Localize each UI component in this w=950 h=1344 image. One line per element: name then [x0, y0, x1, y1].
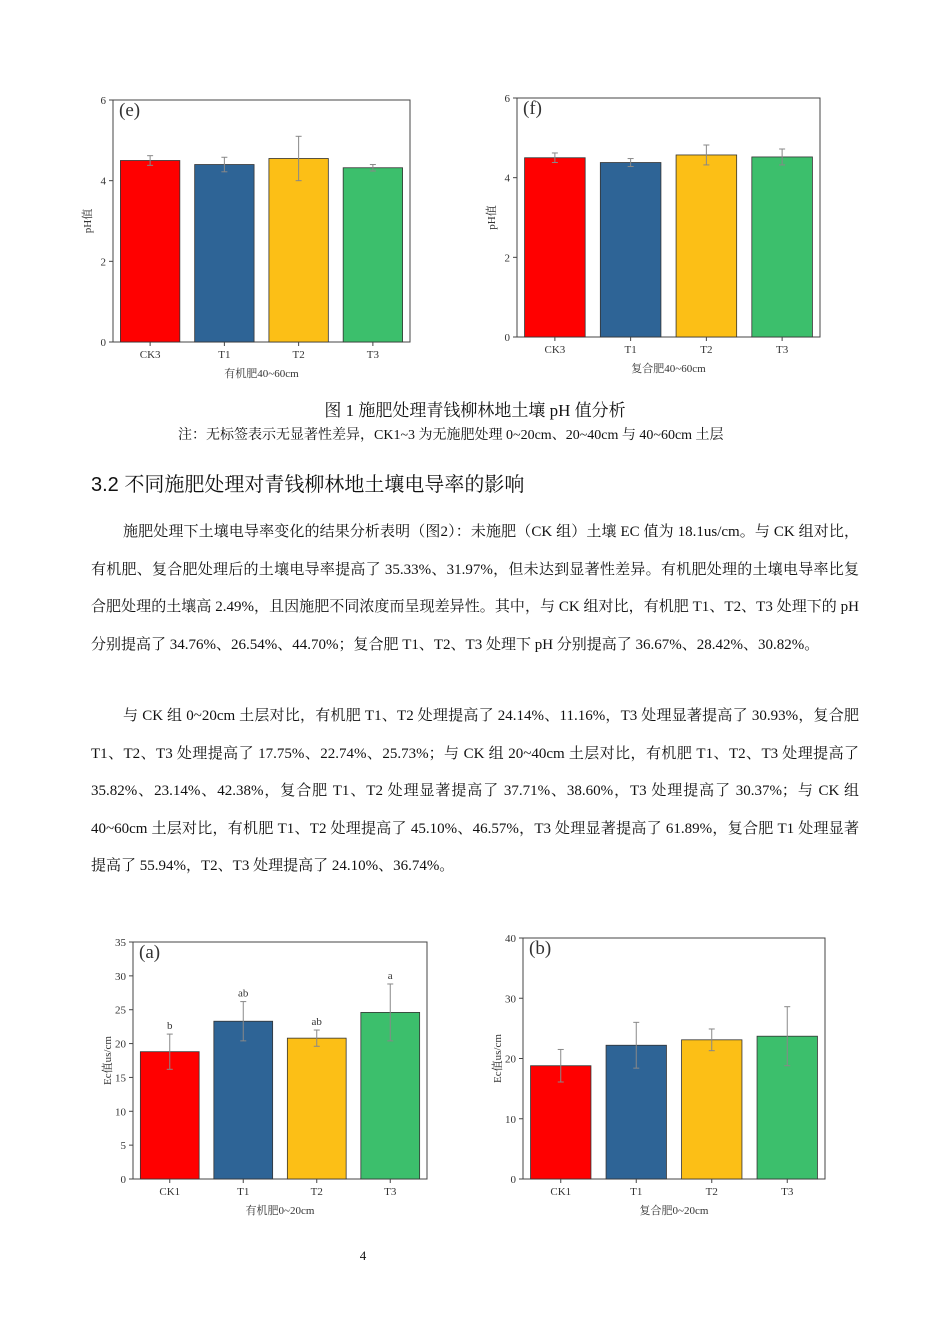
- bar-CK1: [531, 1066, 591, 1179]
- x-tick-label: T1: [218, 349, 231, 361]
- x-tick-label: T3: [384, 1186, 397, 1198]
- bar-T3: [361, 1012, 420, 1179]
- x-tick-label: T2: [310, 1186, 323, 1198]
- x-tick-label: CK3: [544, 344, 566, 356]
- significance-label: a: [387, 969, 393, 982]
- bar-T2: [269, 158, 328, 342]
- significance-label: ab: [311, 1016, 322, 1029]
- bar-T2: [676, 155, 737, 337]
- y-tick-label: 25: [115, 1004, 126, 1017]
- bar-T3: [752, 157, 813, 337]
- bar-T3: [757, 1036, 817, 1179]
- paragraph-2: 与 CK 组 0~20cm 土层对比，有机肥 T1、T2 处理提高了 24.14%、11.16%，T3 处理显著提高了 30.93%，复合肥 T1、T2、T3 处理提高了 17.75%、22.74%、25.73%；与 CK 组 20~40cm 土层对比，有机肥 T1、T2、T3 处理提高了 35.82%、23.14%、42.38%，复合肥 T1、T2 处理显著提高了 37.71%、38.60%，T3 处理提高了 30.37%；与 CK 组 40~60cm 土层对比，有机肥 T1、T2 处理提高了 45.10%、46.57%，T3 处理显著提高了 61.89%，复合肥 T1 处理显著提高了 55.94%，T2、T3 处理提高了 24.10%、36.74%。: [91, 708, 859, 874]
- figure-1-caption: 图 1 施肥处理青钱柳林地土壤 pH 值分析: [324, 401, 626, 420]
- plot-frame: [113, 100, 410, 342]
- y-tick-label: 10: [115, 1106, 126, 1119]
- y-tick-label: 5: [120, 1140, 126, 1153]
- x-tick-label: CK1: [550, 1186, 572, 1198]
- bar-CK3: [120, 161, 179, 343]
- y-tick-label: 0: [120, 1174, 126, 1186]
- significance-label: b: [167, 1020, 173, 1033]
- x-tick-label: T1: [630, 1186, 643, 1198]
- y-tick-label: 4: [504, 172, 510, 185]
- y-tick-label: 0: [504, 332, 510, 344]
- y-axis-label: pH值: [82, 208, 94, 234]
- x-axis-label: 复合肥40~60cm: [631, 363, 706, 375]
- bar-T1: [214, 1021, 273, 1179]
- y-tick-label: 30: [115, 970, 126, 983]
- page-number: 4: [359, 1248, 367, 1263]
- y-axis-label: Ec值us/cm: [102, 1036, 114, 1085]
- x-axis-label: 有机肥40~60cm: [224, 368, 299, 380]
- x-tick-label: CK3: [139, 349, 161, 361]
- panel-label: (f): [523, 98, 542, 119]
- y-tick-label: 2: [100, 256, 106, 269]
- bar-T1: [195, 165, 254, 342]
- section-heading: 3.2 不同施肥处理对青钱柳林地土壤电导率的影响: [91, 474, 525, 496]
- bar-T2: [682, 1040, 742, 1179]
- bar-CK3: [525, 158, 586, 337]
- y-tick-label: 10: [505, 1113, 516, 1126]
- x-tick-label: T3: [781, 1186, 794, 1198]
- figure-1-note: 注：无标签表示无显著性差异，CK1~3 为无施肥处理 0~20cm、20~40cm 与 40~60cm 土层: [178, 428, 724, 443]
- plot-frame: [133, 942, 427, 1179]
- panel-label: (b): [529, 938, 552, 959]
- y-tick-label: 0: [100, 337, 106, 349]
- x-tick-label: T3: [366, 349, 379, 361]
- panel-label: (e): [119, 100, 141, 121]
- x-tick-label: T2: [705, 1186, 718, 1198]
- bar-T2: [287, 1038, 346, 1179]
- y-tick-label: 6: [504, 93, 510, 105]
- y-axis-label: Ec值us/cm: [492, 1034, 504, 1083]
- y-tick-label: 15: [115, 1072, 126, 1085]
- panel-label: (a): [139, 942, 161, 963]
- y-tick-label: 20: [505, 1053, 516, 1066]
- plot-frame: [523, 938, 825, 1179]
- bar-CK1: [140, 1052, 199, 1179]
- y-axis-label: pH值: [486, 205, 498, 230]
- y-tick-label: 40: [505, 933, 516, 945]
- plot-frame: [517, 98, 820, 337]
- x-tick-label: T1: [237, 1186, 250, 1198]
- x-tick-label: T1: [624, 344, 637, 356]
- y-tick-label: 0: [510, 1174, 516, 1186]
- x-tick-label: T3: [776, 344, 789, 356]
- y-tick-label: 4: [100, 175, 106, 188]
- y-tick-label: 6: [100, 95, 106, 107]
- significance-label: ab: [238, 987, 249, 1000]
- paragraph-1: 施肥处理下土壤电导率变化的结果分析表明（图2）：未施肥（CK 组）土壤 EC 值为 18.1us/cm。与 CK 组对比，有机肥、复合肥处理后的土壤电导率提高了 35.33%、31.97%，但未达到显著性差异。有机肥处理的土壤电导率比复合肥处理的土壤高 2.49%，且因施肥不同浓度而呈现差异性。其中，与 CK 组对比，有机肥 T1、T2、T3 处理下的 pH 分别提高了 34.76%、26.54%、44.70%；复合肥 T1、T2、T3 处理下 pH 分别提高了 36.67%、28.42%、30.82%。: [91, 524, 859, 653]
- y-tick-label: 35: [115, 937, 126, 949]
- y-tick-label: 20: [115, 1038, 126, 1051]
- y-tick-label: 2: [504, 252, 510, 265]
- y-tick-label: 30: [505, 993, 516, 1006]
- x-tick-label: T2: [292, 349, 305, 361]
- x-axis-label: 有机肥0~20cm: [245, 1205, 315, 1217]
- bar-T1: [600, 163, 661, 337]
- bar-T1: [606, 1045, 666, 1179]
- bar-T3: [343, 168, 402, 342]
- x-tick-label: T2: [700, 344, 713, 356]
- x-axis-label: 复合肥0~20cm: [639, 1205, 709, 1217]
- x-tick-label: CK1: [159, 1186, 181, 1198]
